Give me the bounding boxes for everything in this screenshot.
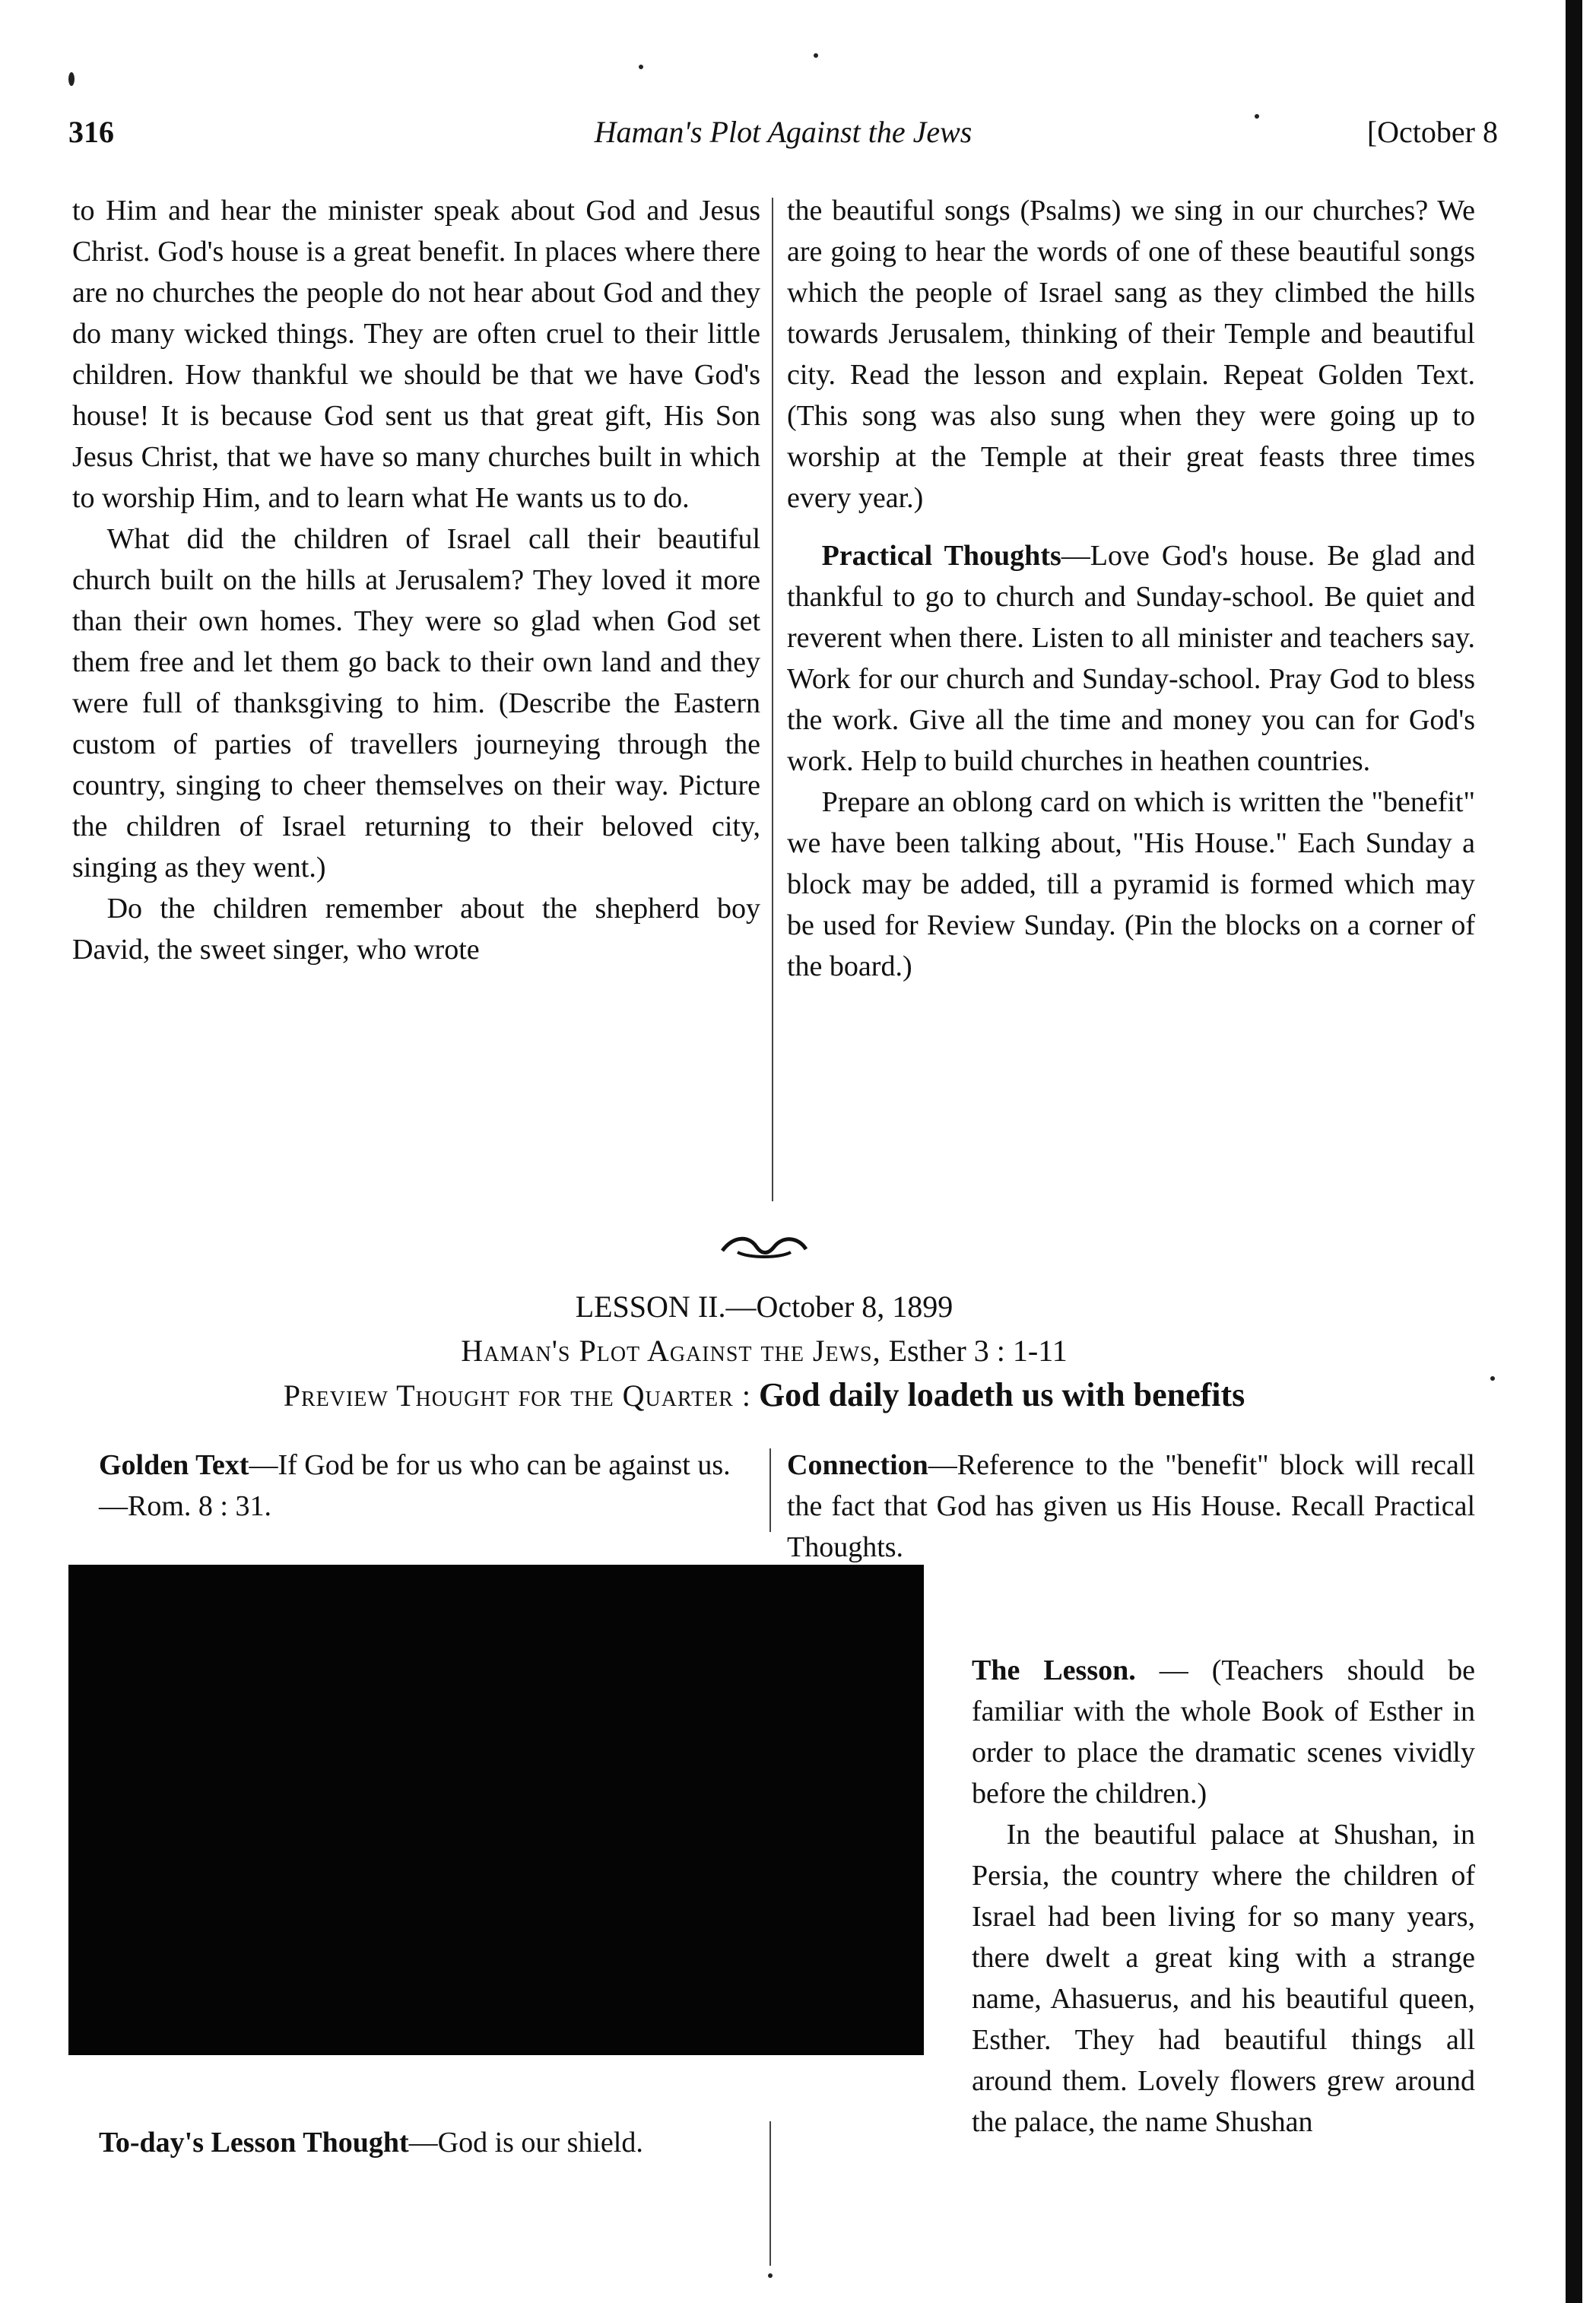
column-divider-2 (769, 1448, 771, 1532)
lesson-scripture-ref: Esther 3 : 1-11 (888, 1334, 1068, 1368)
todays-lesson-thought-text: —God is our shield. (408, 2127, 643, 2159)
todays-lesson-thought (99, 2121, 760, 2164)
page-number: 316 (68, 115, 114, 149)
connection-label: Connection (787, 1449, 928, 1481)
left-column (72, 190, 760, 970)
ornament-flourish (715, 1228, 814, 1266)
left-paragraph-2: What did the children of Israel call their beautiful church built on the hills at Jerusalem? They loved it more than their own homes. They were so glad when God set them free and let them go back to their own land and they were full of thanksgiving to him. (Describe the Eastern custom of parties of travellers journeying through the country, singing to cheer themselves on their way. Picture the children of Israel returning to their beloved city, singing as they went.) (72, 523, 760, 883)
golden-text-label: Golden Text (99, 1449, 249, 1481)
lesson-title: Haman's Plot Against the Jews, (461, 1334, 881, 1368)
preview-thought-line (0, 1373, 1528, 1418)
page-header (68, 114, 1498, 160)
the-lesson-label: The Lesson. (972, 1654, 1136, 1686)
print-speck (68, 72, 75, 86)
preview-thought-label: Preview Thought for the Quarter : (283, 1378, 751, 1413)
print-speck (1255, 114, 1259, 119)
running-title: Haman's Plot Against the Jews (594, 115, 973, 149)
lesson-illustration (68, 1565, 924, 2055)
left-paragraph-3: Do the children remember about the shepherd boy David, the sweet singer, who wrote (72, 893, 760, 966)
lesson-heading (0, 1285, 1528, 1418)
right-paragraph-3: Prepare an oblong card on which is written the "benefit" we have been talking about, "His House." Each Sunday a block may be added, till a pyramid is formed which may be used for Review Sunday. (Pin the blocks on a corner of the board.) (787, 786, 1475, 982)
right-column (787, 190, 1475, 987)
golden-text-body: —If God be for us who can be against us.—Rom. 8 : 31. (99, 1449, 731, 1522)
column-divider-3 (769, 2121, 771, 2266)
practical-thoughts-label: Practical Thoughts (821, 540, 1061, 572)
the-lesson-paragraph: In the beautiful palace at Shushan, in Persia, the country where the children of Israel had been living for so many years, there dwelt a great king with a strange name, Ahasuerus, and his beautiful queen, Esther. They had beautiful things all around them. Lovely flowers grew around the palace, the name Shushan (972, 1819, 1475, 2138)
left-paragraph-1: to Him and hear the minister speak about God and Jesus Christ. God's house is a great benefit. In places where there are no churches the people do not hear about God and they do many wicked things. They are often cruel to their little children. How thankful we should be that we have God's house! It is because God sent us that great gift, His Son Jesus Christ, that we have so many churches built in which to worship Him, and to learn what He wants us to do. (72, 195, 760, 514)
preview-thought-text: God daily loadeth us with benefits (758, 1376, 1245, 1413)
golden-text (99, 1445, 753, 1527)
the-lesson-intro-text: — (Teachers should be familiar with the whole Book of Esther in order to place the dramatic scenes vividly before the children.) (972, 1654, 1475, 1810)
column-divider (772, 198, 773, 1201)
print-speck (639, 65, 643, 69)
practical-thoughts (787, 535, 1475, 782)
connection (787, 1445, 1475, 1568)
lesson-title-line (0, 1329, 1528, 1373)
todays-lesson-thought-label: To-day's Lesson Thought (99, 2127, 409, 2159)
print-speck (768, 2273, 773, 2278)
the-lesson (972, 1566, 1475, 2143)
the-lesson-intro (972, 1650, 1475, 1814)
page-edge-shadow (1566, 0, 1582, 2303)
practical-thoughts-text: —Love God's house. Be glad and thankful to go to church and Sunday-school. Be quiet and reverent when there. Listen to all minister and teachers say. Work for our church and Sunday-school. Pray God to bless the work. Give all the time and money you can for God's work. Help to build churches in heathen countries. (787, 540, 1475, 777)
print-speck (1490, 1376, 1495, 1381)
right-paragraph-1: the beautiful songs (Psalms) we sing in our churches? We are going to hear the words of one of these beautiful songs which the people of Israel sang as they climbed the hills towards Jerusalem, thinking of their Temple and beautiful city. Read the lesson and explain. Repeat Golden Text. (This song was also sung when they were going up to worship at the Temple at their great feasts three times every year.) (787, 195, 1475, 514)
header-date: [October 8 (1366, 115, 1498, 149)
lesson-number-date: LESSON II.—October 8, 1899 (575, 1289, 953, 1324)
connection-text: —Reference to the "benefit" block will recall the fact that God has given us His House. Recall Practical Thoughts. (787, 1449, 1475, 1563)
print-speck (814, 53, 818, 58)
